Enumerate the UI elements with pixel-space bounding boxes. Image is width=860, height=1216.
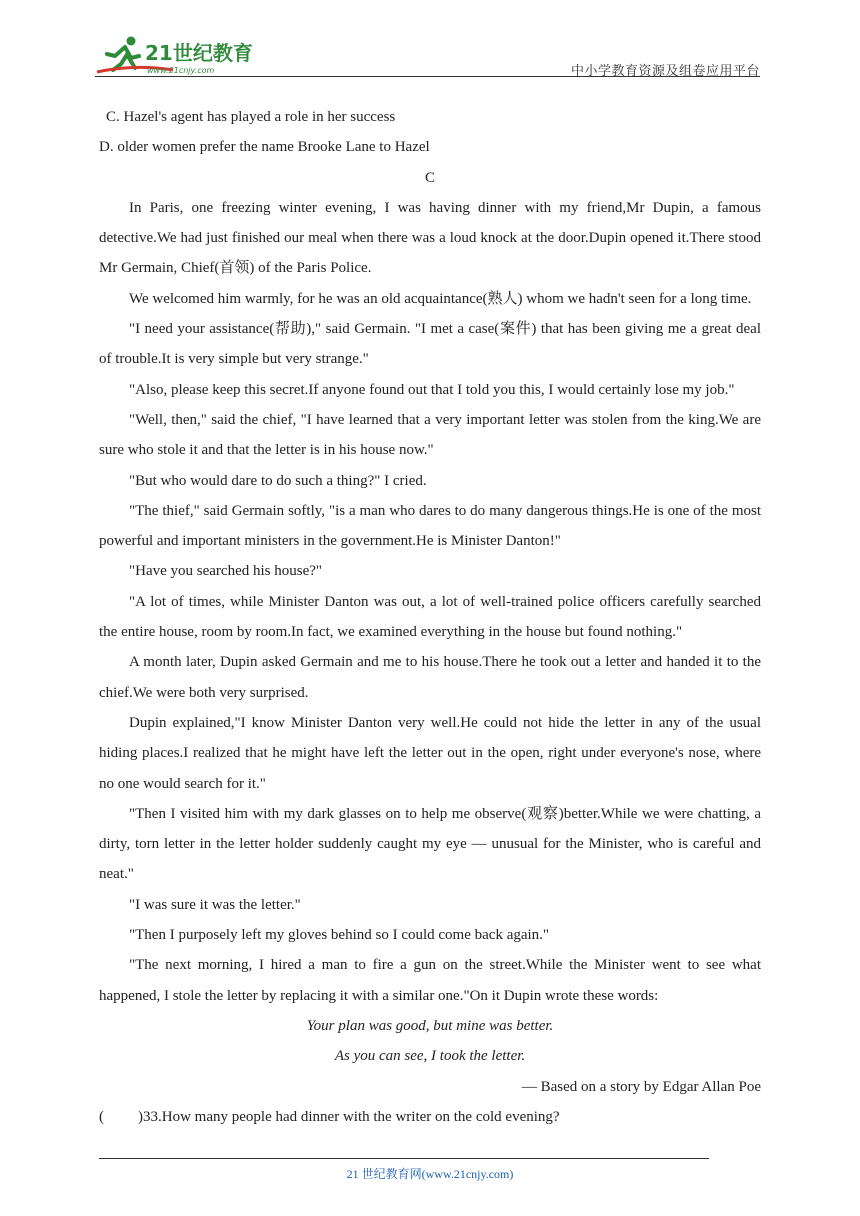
paragraph: "Well, then," said the chief, "I have learned that a very important letter was stolen from the king.We are sure who stole it and that the letter is in his house now.": [99, 411, 761, 459]
poem-line: Your plan was good, but mine was better.: [306, 1017, 554, 1034]
paragraph: "Then I visited him with my dark glasses on to help me observe(观察)better.While we were chatting, a dirty, torn letter in the letter holder suddenly caught my eye — unusual for the Minister, who is careful and neat.": [99, 805, 761, 883]
paragraph: In Paris, one freezing winter evening, I was having dinner with my friend,Mr Dupin, a famous detective.We had just finished our meal when there was a loud knock at the door.Dupin opened it.There stood Mr Germain, Chief(首领) of the Paris Police.: [99, 199, 761, 277]
paragraph: "Then I purposely left my gloves behind so I could come back again.": [129, 927, 550, 944]
paragraph: "The next morning, I hired a man to fire a gun on the street.While the Minister went to see what happened, I stole the letter by replacing it with a similar one."On it Dupin wrote these words:: [99, 957, 761, 1004]
paragraph: "Have you searched his house?": [129, 563, 323, 580]
answer-paren-close: ): [138, 1108, 143, 1125]
page-footer: 21 世纪教育网(www.21cnjy.com): [346, 1167, 514, 1181]
option-d: D. older women prefer the name Brooke Lane to Hazel: [99, 139, 430, 156]
paragraph: "But who would dare to do such a thing?" I cried.: [129, 472, 427, 489]
logo-url-text: www.21cnjy.com: [147, 66, 215, 75]
paragraph: Dupin explained,"I know Minister Danton very well.He could not hide the letter in any of the usual hiding places.I realized that he might have left the letter out in the open, right under everyone's nose, where no one would search for it.": [99, 714, 761, 792]
header-divider: [95, 76, 760, 77]
question-33: [99, 1102, 761, 1132]
paragraph: "I need your assistance(帮助)," said Germain. "I met a case(案件) that has been giving me a great deal of trouble.It is very simple but very strange.": [99, 321, 761, 368]
logo-main-text: 21世纪教育: [145, 41, 253, 65]
section-label: C: [424, 169, 435, 186]
paragraph: A month later, Dupin asked Germain and me to his house.There he took out a letter and handed it to the chief.We were both very surprised.: [99, 654, 761, 701]
paragraph: We welcomed him warmly, for he was an old acquaintance(熟人) whom we hadn't seen for a long time.: [129, 290, 752, 307]
page-header: [95, 30, 760, 78]
header-slogan: 中小学教育资源及组卷应用平台: [570, 64, 760, 79]
option-c: C. Hazel's agent has played a role in her success: [106, 109, 396, 125]
question-text: 33.How many people had dinner with the writer on the cold evening?: [143, 1108, 560, 1125]
paragraph: "The thief," said Germain softly, "is a man who dares to do many dangerous things.He is one of the most powerful and important ministers in the government.He is Minister Danton!": [99, 502, 761, 550]
paragraph: "A lot of times, while Minister Danton was out, a lot of well-trained police officers carefully searched the entire house, room by room.In fact, we examined everything in the house but found nothing.": [99, 593, 761, 641]
poem-line: As you can see, I took the letter.: [334, 1048, 526, 1065]
attribution: — Based on a story by Edgar Allan Poe: [521, 1078, 761, 1095]
footer-divider: [99, 1158, 709, 1159]
paragraph: "I was sure it was the letter.": [129, 896, 301, 913]
document-body: [99, 102, 761, 1132]
answer-paren-open: (: [99, 1108, 104, 1125]
paragraph: "Also, please keep this secret.If anyone found out that I told you this, I would certainly lose my job.": [129, 381, 735, 398]
logo: [95, 34, 260, 76]
